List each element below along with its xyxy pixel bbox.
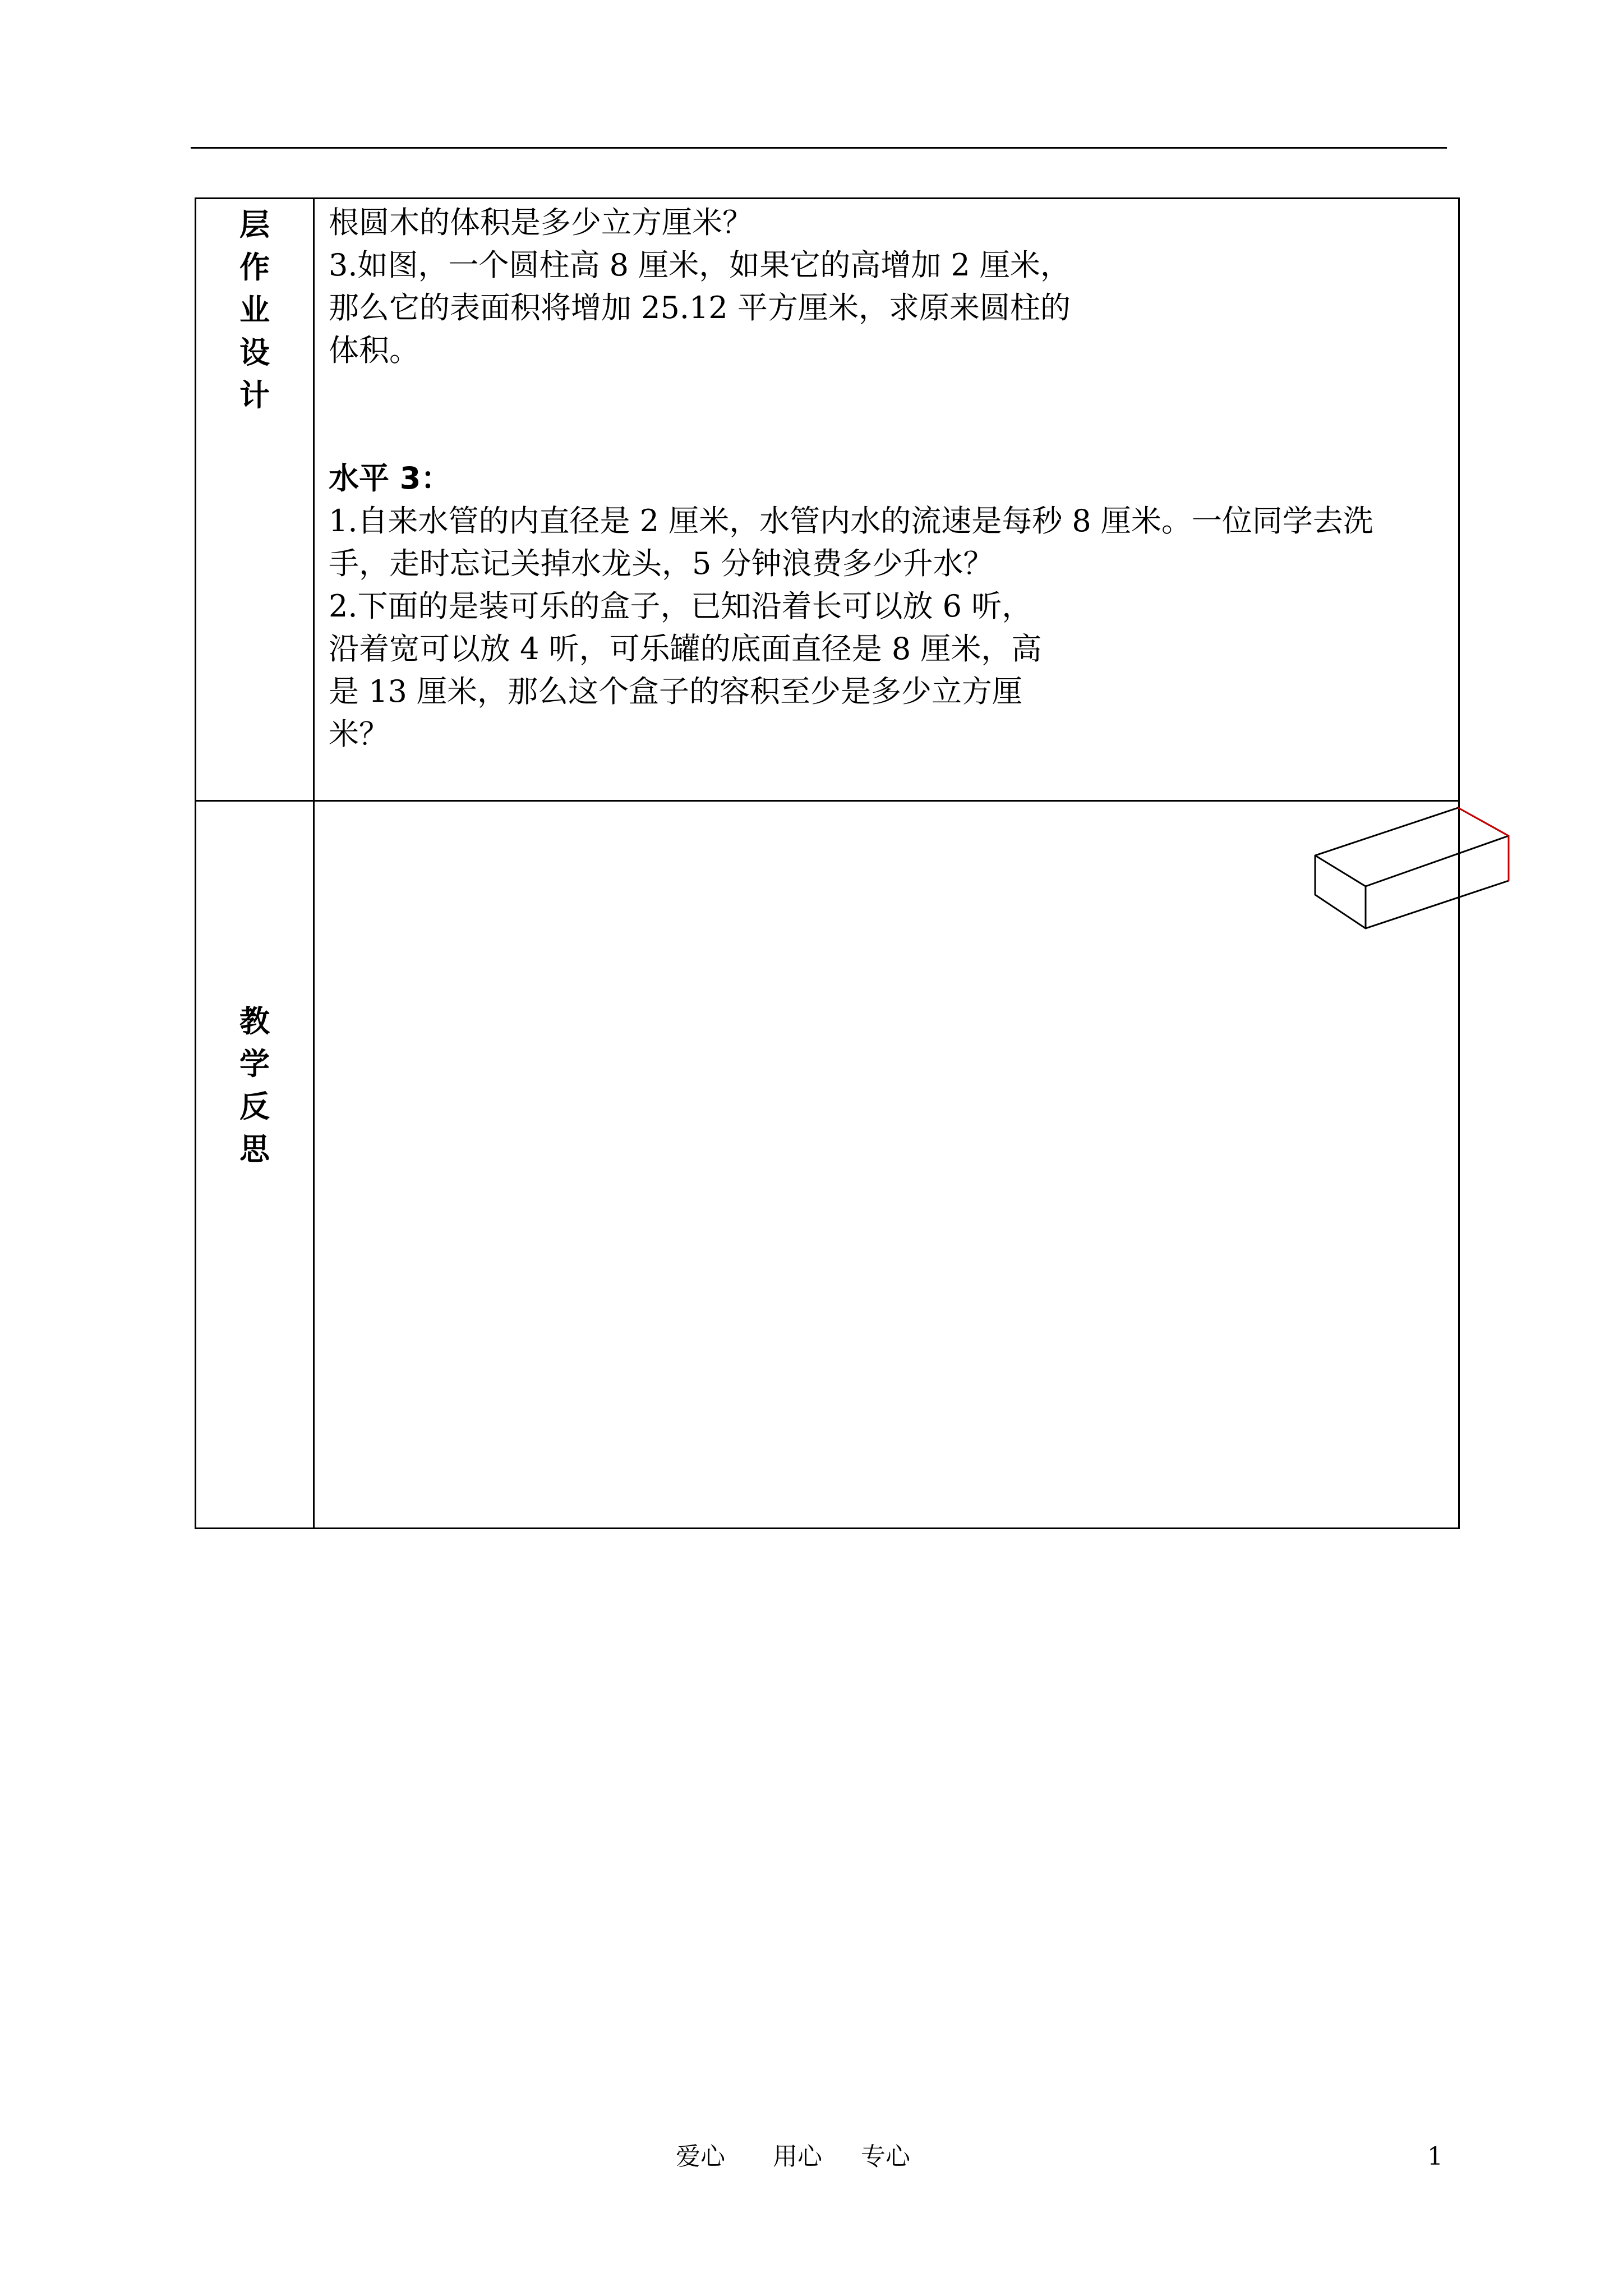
- row-label-char: 教: [239, 1004, 270, 1039]
- page-number: 1: [1427, 2142, 1443, 2171]
- row-divider: [196, 800, 1458, 802]
- problem-line: 体积。: [329, 333, 419, 368]
- row-label-char: 反: [239, 1089, 270, 1124]
- homework-table: [195, 197, 1460, 1529]
- spacer: [329, 372, 1445, 457]
- problem-line: 米？: [329, 716, 389, 752]
- footer-text: 爱心: [676, 2142, 725, 2171]
- cola-box-figure: [1310, 805, 1517, 945]
- row-label-homework-design: [196, 204, 313, 417]
- problem-line: 根圆木的体积是多少立方厘米？: [329, 205, 753, 240]
- problem-line: 手，走时忘记关掉水龙头，5 分钟浪费多少升水？: [329, 546, 994, 581]
- footer-text: 用心: [773, 2142, 822, 2171]
- problem-line: 2.下面的是装可乐的盒子，已知沿着长可以放 6 听，: [329, 588, 1032, 624]
- row-label-char: 设: [239, 335, 270, 370]
- row-label-char: 层: [239, 207, 270, 242]
- box-width-edge-highlight: [1458, 808, 1509, 836]
- row-label-char: 计: [239, 378, 270, 413]
- row-label-teaching-reflection: [196, 1000, 313, 1171]
- problem-line: 那么它的表面积将增加 25.12 平方厘米，求原来圆柱的: [329, 290, 1071, 325]
- homework-content: [329, 201, 1445, 756]
- row-label-char: 作: [239, 250, 270, 285]
- level3-heading: 水平 3：: [329, 461, 451, 496]
- problem-line: 1.自来水管的内直径是 2 厘米，水管内水的流速是每秒 8 厘米。一位同学去洗: [329, 503, 1373, 539]
- footer-text: 专心: [861, 2142, 910, 2171]
- row-label-char: 学: [239, 1046, 270, 1082]
- problem-line: 是 13 厘米，那么这个盒子的容积至少是多少立方厘: [329, 674, 1023, 709]
- row-label-char: 业: [239, 292, 270, 328]
- column-divider: [313, 199, 315, 1527]
- header-rule: [191, 147, 1447, 149]
- problem-line: 沿着宽可以放 4 听，可乐罐的底面直径是 8 厘米，高: [329, 631, 1042, 666]
- box-outline: [1315, 836, 1509, 928]
- problem-line: 3.如图，一个圆柱高 8 厘米，如果它的高增加 2 厘米，: [329, 247, 1071, 283]
- row-label-char: 思: [239, 1131, 270, 1167]
